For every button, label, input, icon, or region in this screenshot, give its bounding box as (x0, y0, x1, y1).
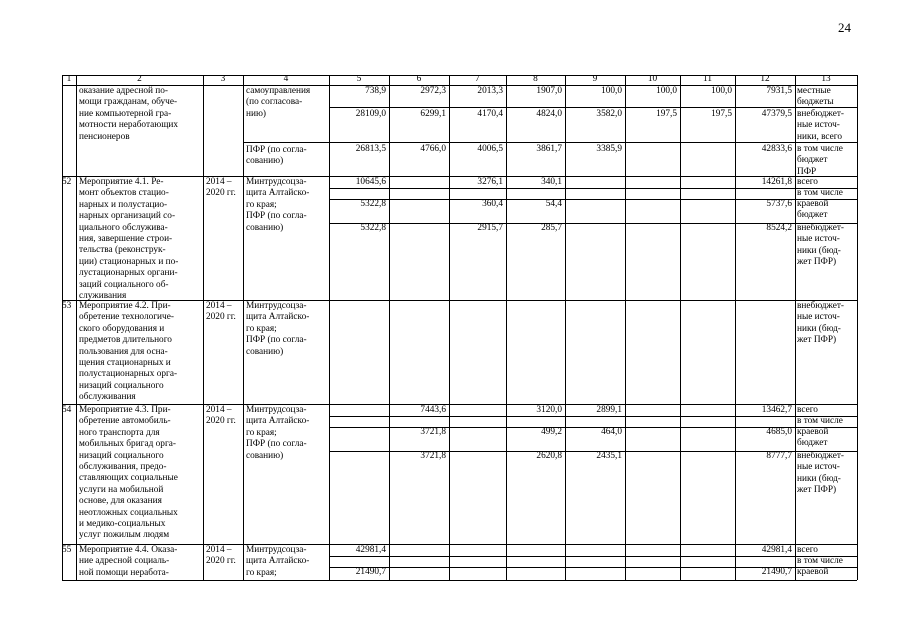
cont-value: 2013,3 (477, 86, 503, 96)
period: 2014 – 2020 гг. (206, 545, 236, 567)
r52-value: 8524,2 (766, 223, 792, 233)
column-border-5 (389, 75, 390, 580)
cont-value: 4006,5 (477, 144, 503, 154)
row-rule (243, 142, 857, 143)
cont-value: 3861,7 (536, 144, 562, 154)
r52-funding-source: в том числе (797, 188, 843, 198)
cont-value: 2972,3 (420, 86, 446, 96)
column-header-4: 4 (283, 75, 289, 84)
column-border-11 (735, 75, 736, 580)
r52-value: 3276,1 (477, 177, 503, 187)
column-border-4 (329, 75, 330, 580)
r54-value: 13462,7 (761, 405, 792, 415)
column-header-9: 9 (592, 75, 598, 84)
r54-funding-source: краевой бюджет (797, 427, 829, 449)
r55-funding-source: краевой (797, 567, 829, 577)
r55-value: 21490,7 (761, 567, 792, 577)
cont-value: 4824,0 (536, 109, 562, 119)
executor: Минтрудсоцза- щита Алтайско- го края; ПФР (по согла- сованию) (246, 301, 310, 357)
r52-value: 5737,6 (766, 199, 792, 209)
r55-funding-source: всего (797, 545, 818, 555)
cont-value: 100,0 (601, 86, 622, 96)
column-header-6: 6 (416, 75, 422, 84)
executor: Минтрудсоцза- щита Алтайско- го края; (246, 545, 310, 578)
cont-value: 3582,0 (596, 109, 622, 119)
cont-value: 197,5 (656, 109, 677, 119)
column-border-9 (625, 75, 626, 580)
r52-value: 360,4 (482, 199, 503, 209)
r52-value: 2915,7 (477, 223, 503, 233)
column-header-13: 13 (821, 75, 831, 84)
r52-value: 5322,8 (360, 199, 386, 209)
r54-funding-source: всего (797, 405, 818, 415)
column-border-3 (243, 75, 244, 580)
column-header-8: 8 (533, 75, 538, 84)
r54-value: 3120,0 (536, 405, 562, 415)
r54-value: 3721,8 (420, 427, 446, 437)
r55-value: 21490,7 (355, 567, 386, 577)
table-bottom-border (62, 580, 857, 581)
cont-funding-source: внебюджет- ные источ- ники, всего (797, 109, 845, 142)
executor: самоуправления (по согласова- нию) (246, 86, 311, 119)
r54-value: 8777,7 (766, 451, 792, 461)
period: 2014 – 2020 гг. (206, 177, 236, 199)
period: 2014 – 2020 гг. (206, 405, 236, 427)
cont-value: 4170,4 (477, 109, 503, 119)
r54-value: 2899,1 (596, 405, 622, 415)
column-header-3: 3 (220, 75, 226, 84)
r54-funding-source: в том числе (797, 416, 843, 426)
cont-value: 47379,5 (761, 109, 792, 119)
activity-title: Мероприятие 4.4. Оказа- ние адресной социаль- ной помощи неработа- (79, 545, 178, 578)
r52-funding-source: внебюджет- ные источ- ники (бюд- жет ПФР) (797, 223, 845, 268)
r54-funding-source: внебюджет- ные источ- ники (бюд- жет ПФР) (797, 451, 845, 496)
row-number: 55 (62, 545, 72, 555)
cont-value: 26813,5 (355, 144, 386, 154)
r54-value: 464,0 (601, 427, 622, 437)
cont-value: 4766,0 (420, 144, 446, 154)
activity-title: Мероприятие 4.2. При- обретение технологиче- ского оборудования и предметов длительного пользования для осна- щения стационарных и полустационарных орга- низаций социального обслуживания (79, 301, 178, 403)
column-border-6 (449, 75, 450, 580)
r52-value: 5322,8 (360, 223, 386, 233)
column-header-5: 5 (356, 75, 362, 84)
r54-value: 2435,1 (596, 451, 622, 461)
column-header-1: 1 (66, 75, 72, 84)
cont-value: 42833,6 (761, 144, 792, 154)
activity-title: Мероприятие 4.1. Ре- монт объектов стацио- нарных и полустацио- нарных организаций со- циального обслужива- ния, завершение строи- тельства (реконструк- ции) стационарных и по- лустационарных органи- заций социального об- служивания (79, 177, 179, 302)
column-border-0 (62, 75, 63, 580)
r54-value: 7443,6 (420, 405, 446, 415)
column-border-7 (506, 75, 507, 580)
column-border-10 (680, 75, 681, 580)
row-number: 54 (62, 405, 72, 415)
cont-funding-source: в том числе бюджет ПФР (797, 144, 843, 177)
column-header-12: 12 (760, 75, 770, 84)
column-border-12 (795, 75, 796, 580)
column-header-7: 7 (475, 75, 480, 84)
r52-funding-source: всего (797, 177, 818, 187)
column-border-1 (76, 75, 77, 580)
r52-value: 340,1 (541, 177, 562, 187)
r54-value: 499,2 (541, 427, 562, 437)
cont-value: 28109,0 (355, 109, 386, 119)
executor: ПФР (по согла- сованию) (246, 145, 307, 167)
cont-value: 738,9 (365, 86, 386, 96)
activity-title: Мероприятие 4.3. При- обретение автомобиль- ного транспорта для мобильных бригад орга- низаций социального обслуживания, предо- ставляющих социальные услуги на мобильной основе, для оказания неотложных социальных и медико-социальных услуг пожилым людям (79, 405, 178, 541)
cont-value: 6299,1 (420, 109, 446, 119)
activity-title: оказание адресной по- мощи гражданам, обуче- ние компьютерной гра- мотности неработающих пенсионеров (79, 86, 178, 142)
cont-value: 197,5 (711, 109, 732, 119)
cont-value: 100,0 (656, 86, 677, 96)
row-number: 52 (62, 177, 72, 187)
r55-funding-source: в том числе (797, 556, 843, 566)
period: 2014 – 2020 гг. (206, 301, 236, 323)
page-number: 24 (838, 20, 851, 35)
r54-value: 3721,8 (420, 451, 446, 461)
row-number: 53 (62, 301, 72, 311)
r55-value: 42981,4 (761, 545, 792, 555)
cont-value: 3385,9 (596, 144, 622, 154)
r54-value: 4685,0 (766, 427, 792, 437)
r52-value: 14261,8 (761, 177, 792, 187)
r54-value: 2620,8 (536, 451, 562, 461)
cont-value: 7931,5 (766, 86, 792, 96)
row-rule (329, 107, 857, 108)
r52-value: 285,7 (541, 223, 562, 233)
cont-value: 1907,0 (536, 86, 562, 96)
r52-value: 54,4 (545, 199, 562, 209)
r53-funding-source: внебюджет- ные источ- ники (бюд- жет ПФР) (797, 301, 845, 346)
executor: Минтрудсоцза- щита Алтайско- го края; ПФР (по согла- сованию) (246, 405, 310, 461)
column-border-8 (565, 75, 566, 580)
cont-value: 100,0 (711, 86, 732, 96)
r52-value: 10645,6 (355, 177, 386, 187)
column-header-11: 11 (703, 75, 712, 84)
executor: Минтрудсоцза- щита Алтайско- го края; ПФР (по согла- сованию) (246, 177, 310, 233)
program-activities-table (62, 75, 857, 580)
cont-funding-source: местные бюджеты (797, 86, 834, 108)
r55-value: 42981,4 (355, 545, 386, 555)
r52-funding-source: краевой бюджет (797, 199, 829, 221)
column-header-10: 10 (647, 75, 658, 84)
column-border-13 (857, 75, 858, 580)
column-header-2: 2 (137, 75, 142, 84)
column-border-2 (203, 75, 204, 580)
